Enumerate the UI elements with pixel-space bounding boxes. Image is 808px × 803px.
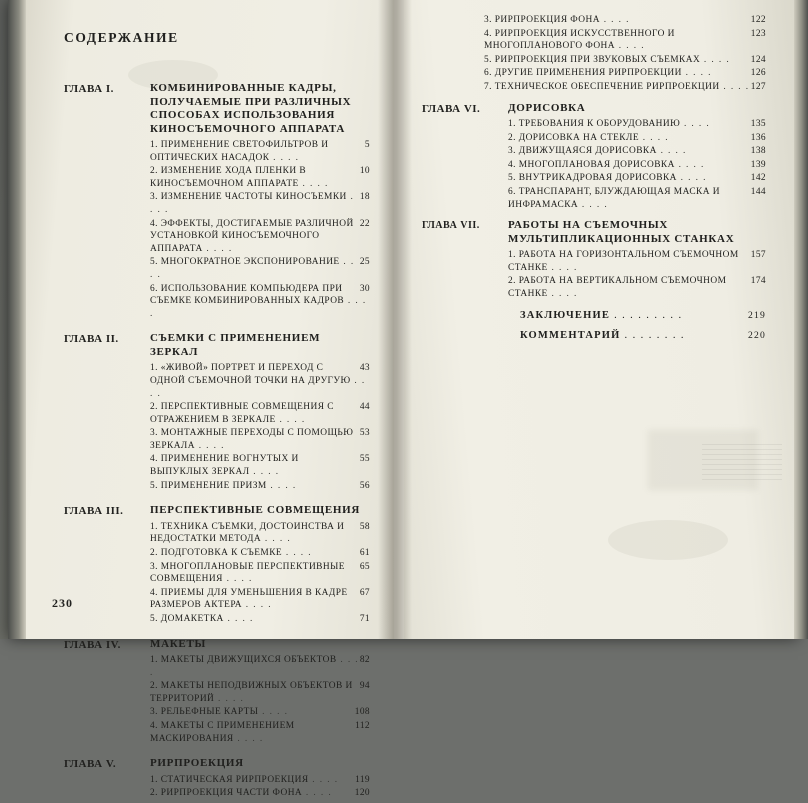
page-title: СОДЕРЖАНИЕ xyxy=(64,30,179,45)
toc-page-number: 25 xyxy=(359,257,370,268)
toc-page-number: 53 xyxy=(359,428,370,439)
toc-entry[interactable] xyxy=(508,172,766,185)
toc-entry-label: 2. ИЗМЕНЕНИЕ ХОДА ПЛЕНКИ В КИНОСЪЕМОЧНОМ АППАРАТЕ xyxy=(150,166,307,189)
toc-entry[interactable] xyxy=(484,81,766,94)
toc-entry-label: 4. ПРИМЕНЕНИЕ ВОГНУТЫХ И ВЫПУКЛЫХ ЗЕРКАЛ xyxy=(150,454,299,478)
back-matter-entry[interactable] xyxy=(520,310,766,321)
toc-page-number: 139 xyxy=(750,159,766,170)
leader-dots: . . . . xyxy=(674,159,705,170)
toc-entry-label: 1. ПРИМЕНЕНИЕ СВЕТОФИЛЬТРОВ И ОПТИЧЕСКИХ НАСАДОК xyxy=(150,140,329,163)
chapter-title: РИРПРОЕКЦИЯ xyxy=(150,757,244,770)
chapter-entry-list xyxy=(150,139,370,320)
leader-dots: . . . . xyxy=(150,655,360,678)
toc-entry-label: 1. СТАТИЧЕСКАЯ РИРПРОЕКЦИЯ xyxy=(150,774,309,785)
toc-entry-label: 1. ТРЕБОВАНИЯ К ОБОРУДОВАНИЮ xyxy=(508,119,681,130)
toc-entry[interactable] xyxy=(150,680,370,705)
toc-entry-label: 2. МАКЕТЫ НЕПОДВИЖНЫХ ОБЪЕКТОВ И ТЕРРИТОРИЙ xyxy=(150,681,353,704)
chapter-entry-list xyxy=(150,521,370,626)
toc-entry-label: 3. РЕЛЬЕФНЫЕ КАРТЫ xyxy=(150,707,259,718)
toc-page-number: 122 xyxy=(750,15,766,25)
toc-entry[interactable] xyxy=(508,132,766,145)
chapter-entry-list xyxy=(150,362,370,492)
toc-entry[interactable] xyxy=(508,118,766,131)
continued-entry-list xyxy=(484,14,766,94)
table-of-contents-right xyxy=(422,14,766,343)
folio-number: 230 xyxy=(52,596,73,610)
toc-page-number: 220 xyxy=(748,329,766,341)
leader-dots: . . . . xyxy=(194,440,225,451)
leader-dots: . . . . . . . . xyxy=(620,329,685,341)
leader-dots: . . . . xyxy=(282,547,313,558)
toc-entry-label: 3. РИРПРОЕКЦИЯ ФОНА xyxy=(484,15,600,25)
leader-dots: . . . . xyxy=(298,178,329,189)
toc-entry-label: 7. ТЕХНИЧЕСКОЕ ОБЕСПЕЧЕНИЕ РИРПРОЕКЦИИ xyxy=(484,81,720,92)
table-of-contents-left xyxy=(64,30,370,803)
toc-page-number: 55 xyxy=(359,454,370,465)
chapter-title: РАБОТЫ НА СЪЕМОЧНЫХ МУЛЬТИПЛИКАЦИОННЫХ СТАНКАХ xyxy=(508,219,735,245)
toc-entry-label: 4. РИРПРОЕКЦИЯ ИСКУССТВЕННОГО И МНОГОПЛАНОВОГО ФОНА xyxy=(484,28,675,52)
toc-entry-label: 1. «ЖИВОЙ» ПОРТРЕТ И ПЕРЕХОД С ОДНОЙ СЪЕМОЧНОЙ ТОЧКИ НА ДРУГУЮ xyxy=(150,363,351,386)
toc-page-number: 138 xyxy=(750,146,766,157)
chapter-title: ПЕРСПЕКТИВНЫЕ СОВМЕЩЕНИЯ xyxy=(150,504,361,517)
toc-entry[interactable] xyxy=(150,561,370,586)
toc-entry[interactable] xyxy=(150,191,370,216)
toc-entry-label: 6. ДРУГИЕ ПРИМЕНЕНИЯ РИРПРОЕКЦИИ xyxy=(484,68,682,79)
toc-entry-label: 2. ПЕРСПЕКТИВНЫЕ СОВМЕЩЕНИЯ С ОТРАЖЕНИЕМ В ЗЕРКАЛЕ xyxy=(150,402,334,425)
toc-page-number: 108 xyxy=(354,707,370,718)
toc-entry-label: 2. ДОРИСОВКА НА СТЕКЛЕ xyxy=(508,132,639,143)
back-matter-entry[interactable] xyxy=(520,330,766,341)
chapter-label: ГЛАВА VI. xyxy=(422,102,481,115)
leader-dots: . . . . xyxy=(639,132,669,143)
toc-entry-label: 2. РИРПРОЕКЦИЯ ЧАСТИ ФОНА xyxy=(150,788,303,799)
leader-dots: . . . . xyxy=(202,243,233,254)
toc-entry[interactable] xyxy=(508,145,766,158)
toc-entry-label: 5. ВНУТРИКАДРОВАЯ ДОРИСОВКА xyxy=(508,173,677,184)
toc-entry-label: 3. МОНТАЖНЫЕ ПЕРЕХОДЫ С ПОМОЩЬЮ ЗЕРКАЛА xyxy=(150,428,354,451)
toc-entry-label: 5. ПРИМЕНЕНИЕ ПРИЗМ xyxy=(150,480,267,491)
toc-entry[interactable] xyxy=(150,139,370,164)
leader-dots: . . . . xyxy=(261,534,292,545)
chapter-entry xyxy=(64,504,370,626)
toc-entry-label: 4. ЭФФЕКТЫ, ДОСТИГАЕМЫЕ РАЗЛИЧНОЙ УСТАНОВКОЙ КИНОСЪЕМОЧНОГО АППАРАТА xyxy=(150,218,354,254)
toc-entry[interactable] xyxy=(150,165,370,190)
leader-dots: . . . . xyxy=(258,707,289,718)
toc-page-number: 10 xyxy=(359,166,370,177)
toc-entry-label: 1. РАБОТА НА ГОРИЗОНТАЛЬНОМ СЪЕМОЧНОМ СТАНКЕ xyxy=(508,250,739,273)
toc-page-number: 142 xyxy=(750,173,766,184)
toc-entry[interactable] xyxy=(484,14,766,27)
toc-entry[interactable] xyxy=(508,186,766,211)
back-matter-label: ЗАКЛЮЧЕНИЕ xyxy=(520,309,611,321)
toc-entry-label: 3. ДВИЖУЩАЯСЯ ДОРИСОВКА xyxy=(508,146,657,157)
toc-page-number: 119 xyxy=(355,774,370,785)
toc-page-number: 58 xyxy=(359,521,370,532)
chapter-entry-list xyxy=(508,118,766,211)
leader-dots: . . . . xyxy=(681,68,712,79)
toc-entry[interactable] xyxy=(150,787,370,800)
chapter-entry-list xyxy=(508,249,766,300)
toc-page-number: 174 xyxy=(750,276,766,287)
toc-entry[interactable] xyxy=(150,547,370,560)
leader-dots: . . . . xyxy=(656,146,687,157)
leader-dots: . . . . xyxy=(150,296,367,319)
toc-entry[interactable] xyxy=(150,613,370,626)
toc-entry[interactable] xyxy=(484,28,766,53)
chapter-entry xyxy=(422,219,766,340)
toc-entry-label: 6. ТРАНСПАРАНТ, БЛУЖДАЮЩАЯ МАСКА И ИНФРАМАСКА xyxy=(508,187,720,210)
leader-dots: . . . . xyxy=(547,289,578,299)
toc-entry-label: 3. ИЗМЕНЕНИЕ ЧАСТОТЫ КИНОСЪЕМКИ xyxy=(150,192,347,203)
leader-dots: . . . . xyxy=(275,414,306,425)
toc-page-number: 112 xyxy=(355,720,370,731)
chapter-label: ГЛАВА I. xyxy=(64,83,114,95)
toc-entry[interactable] xyxy=(484,54,766,67)
chapter-label: ГЛАВА IV. xyxy=(64,638,121,651)
chapter-label: ГЛАВА III. xyxy=(64,505,124,518)
toc-page-number: 5 xyxy=(364,140,370,150)
toc-entry-label: 5. РИРПРОЕКЦИЯ ПРИ ЗВУКОВЫХ СЪЕМКАХ xyxy=(484,54,701,65)
leader-dots: . . . . . . . . . xyxy=(610,309,683,321)
right-page-edge xyxy=(794,0,808,639)
toc-page-number: 127 xyxy=(750,81,766,92)
chapter-entry xyxy=(64,757,370,801)
toc-entry-label: 5. МНОГОКРАТНОЕ ЭКСПОНИРОВАНИЕ xyxy=(150,257,340,268)
chapter-title: СЪЕМКИ С ПРИМЕНЕНИЕМ ЗЕРКАЛ xyxy=(150,332,321,358)
toc-page-number: 30 xyxy=(359,283,370,294)
back-matter-label: КОММЕНТАРИЙ xyxy=(520,329,621,341)
toc-entry-label: 3. МНОГОПЛАНОВЫЕ ПЕРСПЕКТИВНЫЕ СОВМЕЩЕНИЯ xyxy=(150,561,345,585)
toc-entry[interactable] xyxy=(150,706,370,719)
toc-entry-label: 4. ПРИЕМЫ ДЛЯ УМЕНЬШЕНИЯ В КАДРЕ РАЗМЕРОВ АКТЕРА xyxy=(150,587,348,611)
toc-entry-label: 4. МНОГОПЛАНОВАЯ ДОРИСОВКА xyxy=(508,159,675,170)
leader-dots: . . . . xyxy=(676,173,707,184)
chapter-label: ГЛАВА V. xyxy=(64,758,117,771)
toc-page-number: 144 xyxy=(750,187,766,198)
toc-entry[interactable] xyxy=(150,654,370,679)
toc-page-number: 94 xyxy=(359,681,370,692)
leader-dots: . . . . xyxy=(680,119,711,130)
chapter-title: КОМБИНИРОВАННЫЕ КАДРЫ, ПОЛУЧАЕМЫЕ ПРИ РАЗЛИЧНЫХ СПОСОБАХ ИСПОЛЬЗОВАНИЯ КИНОСЪЕМОЧНОГО АППАРАТА xyxy=(150,82,352,135)
toc-page-number: 56 xyxy=(359,480,370,491)
leader-dots: . . . . xyxy=(214,693,245,704)
book-spread xyxy=(8,0,798,799)
toc-page-number: 126 xyxy=(750,68,766,79)
toc-page-number: 61 xyxy=(359,547,370,558)
toc-entry[interactable] xyxy=(150,283,370,321)
toc-entry[interactable] xyxy=(150,774,370,787)
leader-dots: . . . . xyxy=(308,774,339,785)
toc-entry[interactable] xyxy=(150,720,370,745)
toc-entry[interactable] xyxy=(150,521,370,546)
toc-entry[interactable] xyxy=(484,67,766,80)
leader-dots: . . . . xyxy=(233,733,264,744)
toc-entry-label: 2. ПОДГОТОВКА К СЪЕМКЕ xyxy=(150,547,283,558)
toc-entry-label: 6. ИСПОЛЬЗОВАНИЕ КОМПЬЮДЕРА ПРИ СЪЕМКЕ КОМБИНИРОВАННЫХ КАДРОВ xyxy=(150,283,345,307)
toc-page-number: 22 xyxy=(359,218,370,229)
toc-entry[interactable] xyxy=(150,453,370,478)
toc-entry[interactable] xyxy=(150,218,370,256)
leader-dots: . . . . xyxy=(150,192,355,215)
chapter-entry-list xyxy=(150,774,370,800)
leader-dots: . . . . xyxy=(719,81,750,92)
toc-entry-label: 1. ТЕХНИКА СЪЕМКИ, ДОСТОИНСТВА И НЕДОСТАТКИ МЕТОДА xyxy=(150,521,345,545)
chapter-label: ГЛАВА VII. xyxy=(422,220,480,232)
chapter-title: ДОРИСОВКА xyxy=(508,101,586,114)
toc-entry[interactable] xyxy=(508,249,766,274)
toc-page-number: 135 xyxy=(750,119,766,130)
toc-page-number: 71 xyxy=(359,613,370,624)
toc-page-number: 82 xyxy=(359,655,370,665)
leader-dots: . . . . xyxy=(578,199,609,210)
toc-page-number: 136 xyxy=(750,132,766,143)
chapter-label: ГЛАВА II. xyxy=(64,333,119,346)
leader-dots: . . . . xyxy=(249,467,280,478)
chapter-entry xyxy=(64,82,370,321)
toc-entry-label: 2. РАБОТА НА ВЕРТИКАЛЬНОМ СЪЕМОЧНОМ СТАНКЕ xyxy=(508,276,727,299)
toc-entry[interactable] xyxy=(508,159,766,172)
toc-entry-label: 1. МАКЕТЫ ДВИЖУЩИХСЯ ОБЪЕКТОВ xyxy=(150,655,337,665)
leader-dots: . . . . xyxy=(266,480,297,491)
leader-dots: . . . . xyxy=(150,257,355,280)
leader-dots: . . . . xyxy=(223,613,254,624)
toc-page-number: 67 xyxy=(359,587,370,598)
toc-entry-label: 4. МАКЕТЫ С ПРИМЕНЕНИЕМ МАСКИРОВАНИЯ xyxy=(150,720,295,744)
chapter-entry xyxy=(64,332,370,493)
toc-page-number: 18 xyxy=(359,192,370,203)
leader-dots: . . . . xyxy=(242,600,272,611)
leader-dots: . . . . xyxy=(599,15,630,25)
toc-entry[interactable] xyxy=(150,480,370,493)
leader-dots: . . . . xyxy=(547,262,578,273)
toc-page-number: 44 xyxy=(359,402,370,413)
toc-page-number: 157 xyxy=(750,250,766,261)
toc-page-number: 123 xyxy=(750,28,766,39)
leader-dots: . . . . xyxy=(150,375,366,399)
left-page-edge xyxy=(8,0,26,639)
leader-dots: . . . . xyxy=(614,41,645,52)
leader-dots: . . . . xyxy=(302,788,333,799)
toc-page-number: 65 xyxy=(359,561,370,572)
leader-dots: . . . . xyxy=(222,574,253,585)
chapter-entry xyxy=(64,638,370,747)
toc-entry[interactable] xyxy=(150,256,370,281)
chapter-entry-list xyxy=(150,654,370,745)
leader-dots: . . . . xyxy=(700,54,731,65)
toc-page-number: 43 xyxy=(359,363,370,374)
toc-page-number: 219 xyxy=(748,309,766,321)
toc-page-number: 120 xyxy=(354,788,370,799)
chapter-entry xyxy=(422,102,766,213)
toc-entry[interactable] xyxy=(150,427,370,452)
toc-entry[interactable] xyxy=(150,401,370,426)
chapter-title: МАКЕТЫ xyxy=(150,637,206,650)
toc-entry[interactable] xyxy=(508,275,766,300)
toc-entry-label: 5. ДОМАКЕТКА xyxy=(150,613,224,624)
toc-page-number: 124 xyxy=(750,54,766,65)
leader-dots: . . . . xyxy=(269,152,300,163)
toc-entry[interactable] xyxy=(150,587,370,612)
toc-entry[interactable] xyxy=(150,362,370,400)
